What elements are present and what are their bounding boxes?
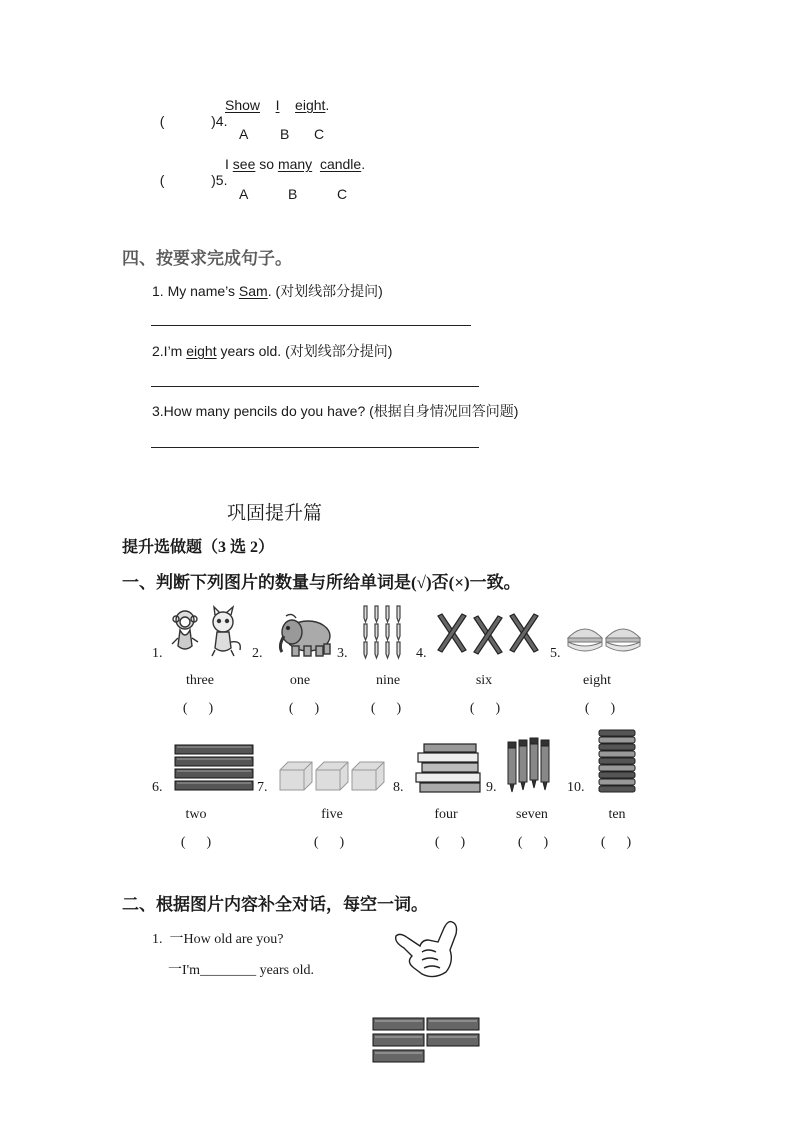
option-b-word: many — [277, 156, 313, 172]
item-number: 2. — [252, 646, 263, 661]
rulers-icon — [373, 1018, 479, 1070]
question-4-sentence: Show I eight. — [225, 97, 330, 113]
item-number: 6. — [152, 780, 163, 795]
rulers-icon — [175, 745, 253, 795]
pencil-boxes-icon — [278, 760, 388, 792]
hamburgers-icon — [566, 620, 646, 660]
item-word: ten — [608, 807, 626, 822]
section-4-item-3: 3.How many pencils do you have? (根据自身情况回答问题) — [152, 403, 519, 419]
answer-line-2[interactable] — [151, 386, 479, 387]
option-c-label: C — [314, 126, 325, 142]
item-number: 4. — [416, 646, 427, 661]
item-number: 5. — [550, 646, 561, 661]
item-number: 1. — [152, 646, 163, 661]
item-word: six — [475, 673, 493, 688]
part-1-title: 一、判断下列图片的数量与所给单词是(√)否(×)一致。 — [122, 573, 521, 592]
hand-six-icon — [392, 918, 464, 980]
dialogue-line-1: 1. 一How old are you? — [152, 932, 284, 947]
answer-paren[interactable]: ( ) — [159, 113, 216, 129]
item-number: 7. — [257, 780, 268, 795]
dialogue-line-2: 一I'm________ years old. — [168, 963, 315, 978]
item-word: eight — [583, 673, 611, 688]
answer-paren[interactable]: ( ) — [288, 701, 320, 716]
part-2-title: 二、根据图片内容补全对话，每空一词。 — [122, 895, 428, 914]
elephant-icon — [276, 612, 336, 658]
answer-paren[interactable]: ( ) — [584, 701, 616, 716]
option-a-word: Show — [225, 97, 261, 113]
option-b-label: B — [280, 126, 290, 142]
answer-paren[interactable]: ( ) — [313, 835, 345, 850]
option-a-label: A — [239, 186, 249, 202]
answer-paren[interactable]: ( ) — [159, 172, 216, 188]
item-number: 3. — [337, 646, 348, 661]
answer-paren[interactable]: ( ) — [370, 701, 402, 716]
answer-blank[interactable]: ________ — [200, 963, 257, 978]
monkey-cat-icon — [170, 606, 250, 658]
item-number: 9. — [486, 780, 497, 795]
markers-icon — [506, 738, 552, 794]
answer-line-3[interactable] — [151, 447, 479, 448]
option-a-label: A — [239, 126, 249, 142]
answer-paren[interactable]: ( ) — [180, 835, 212, 850]
item-word: three — [186, 673, 214, 688]
section-4-item-2: 2.I’m eight years old. (对划线部分提问) — [152, 343, 393, 359]
option-c-word: eight — [295, 97, 326, 113]
question-5-sentence: I see so many candle. — [225, 156, 366, 172]
item-word: two — [185, 807, 207, 822]
books-icon — [414, 742, 486, 794]
item-word: five — [321, 807, 343, 822]
option-b-word: I — [275, 97, 280, 113]
crossed-pencils-icon — [436, 612, 542, 656]
option-c-label: C — [337, 186, 348, 202]
crayons-icon — [597, 728, 639, 794]
answer-paren[interactable]: ( ) — [182, 701, 214, 716]
answer-paren[interactable]: ( ) — [517, 835, 549, 850]
option-b-label: B — [288, 186, 298, 202]
answer-paren[interactable]: ( ) — [600, 835, 632, 850]
item-word: one — [289, 673, 311, 688]
question-4: ( )4. — [159, 113, 228, 129]
item-word: nine — [375, 673, 401, 688]
answer-line-1[interactable] — [151, 325, 471, 326]
item-word: seven — [516, 807, 548, 822]
consolidate-title: 巩固提升篇 — [227, 503, 323, 524]
consolidate-subtitle: 提升选做题（3 选 2） — [122, 539, 275, 556]
pencils-icon — [360, 604, 408, 660]
item-number: 10. — [567, 780, 585, 795]
section-4-title: 四、按要求完成句子。 — [122, 249, 292, 269]
answer-paren[interactable]: ( ) — [434, 835, 466, 850]
option-a-word: see — [232, 156, 256, 172]
option-c-word: candle — [319, 156, 362, 172]
answer-paren[interactable]: ( ) — [469, 701, 501, 716]
section-4-item-1: 1. My name’s Sam. (对划线部分提问) — [152, 283, 383, 299]
item-word: four — [434, 807, 458, 822]
item-number: 8. — [393, 780, 404, 795]
question-5: ( )5. — [159, 172, 228, 188]
